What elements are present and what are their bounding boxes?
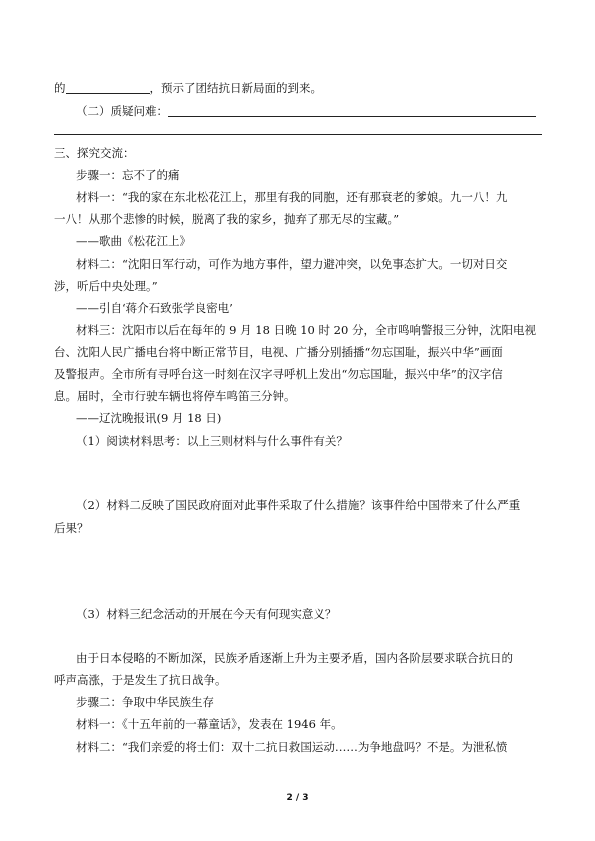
question-1: （1）阅读材料思考：以上三则材料与什么事件有关？: [76, 434, 348, 448]
fill-line-1-prefix: 的: [54, 81, 66, 95]
question-2-line-1: （2）材料二反映了国民政府面对此事件采取了什么措施？该事件给中国带来了什么严重: [76, 498, 521, 512]
question-prompt-label: （二）质疑问难：: [76, 104, 168, 118]
answer-rule[interactable]: [54, 134, 542, 135]
question-2-line-2: 后果？: [54, 521, 89, 535]
material-2-source: ——引自‘蒋介石致张学良密电’: [76, 301, 233, 315]
material-3-line-4: 息。届时，全市行驶车辆也将停车鸣笛三分钟。: [54, 389, 296, 403]
page-number: 2 / 3: [286, 793, 309, 803]
material-1-line-2: 一八！从那个悲惨的时候，脱离了我的家乡，抛弃了那无尽的宝藏。”: [54, 212, 400, 226]
material-2-line-1: 材料二：“沈阳日军行动，可作为地方事件，望力避冲突，以免事态扩大。一切对日交: [76, 257, 508, 271]
material-1-source: ——歌曲《松花江上》: [76, 234, 191, 248]
answer-blank[interactable]: [66, 81, 150, 94]
step-two-material-2: 材料二：“我们亲爱的将士们：双十二抗日救国运动……为争地盘吗？不是。为泄私愤: [76, 740, 508, 754]
material-1-line-1: 材料一：“我的家在东北松花江上，那里有我的同胞，还有那衰老的爹娘。九一八！九: [76, 190, 508, 204]
material-3-source: ——辽沈晚报讯(9 月 18 日): [76, 411, 222, 425]
material-3-line-2: 台、沈阳人民广播电台将中断正常节目，电视、广播分别插播“勿忘国耻，振兴中华”画面: [54, 345, 503, 359]
material-3-line-3: 及警报声。全市所有寻呼台这一时刻在汉字寻呼机上发出“勿忘国耻，振兴中华”的汉字信: [54, 367, 503, 381]
section-heading: 三、探究交流：: [54, 146, 135, 160]
summary-line-2: 呼声高涨，于是发生了抗日战争。: [54, 673, 227, 687]
question-3: （3）材料三纪念活动的开展在今天有何现实意义？: [76, 607, 337, 621]
question-prompt-line: [76, 103, 544, 119]
step-one-heading: 步骤一：忘不了的痛: [76, 168, 180, 182]
summary-line-1: 由于日本侵略的不断加深，民族矛盾逐渐上升为主要矛盾，国内各阶层要求联合抗日的: [76, 651, 513, 665]
step-two-material-1: 材料一：《十五年前的一幕童话》，发表在 1946 年。: [76, 717, 343, 731]
question-answer-blank[interactable]: [168, 104, 536, 117]
fill-line-1-suffix: ，预示了团结抗日新局面的到来。: [149, 81, 322, 95]
step-two-heading: 步骤二：争取中华民族生存: [76, 695, 214, 709]
fill-line-1: [54, 80, 544, 96]
material-2-line-2: 涉，听后中央处理。”: [54, 279, 158, 293]
material-3-line-1: 材料三：沈阳市以后在每年的 9 月 18 日晚 10 时 20 分，全市鸣响警报三分钟，沈阳电视: [76, 323, 536, 337]
